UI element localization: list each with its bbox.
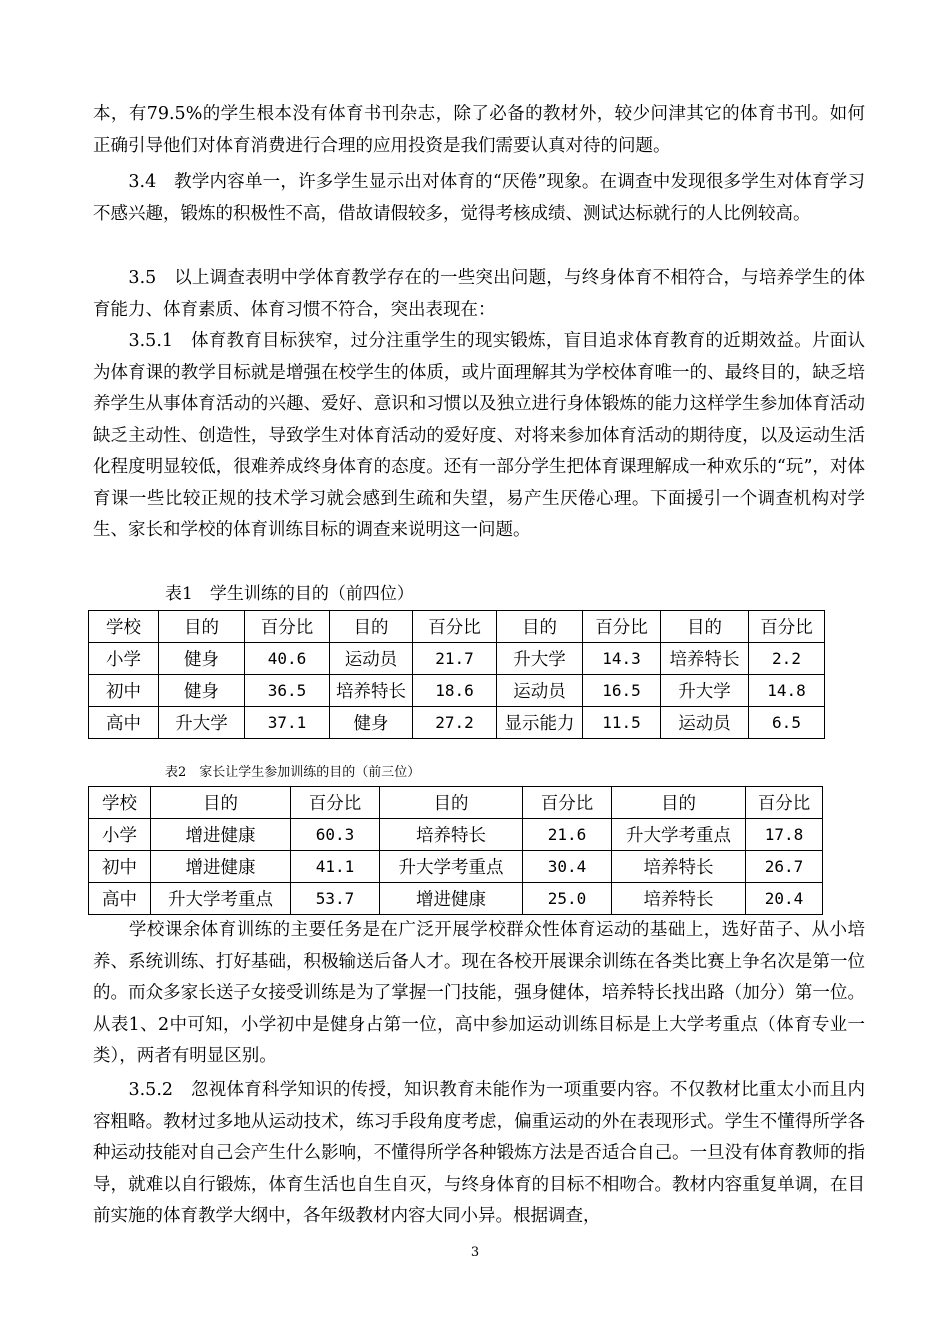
table2-cell: 60.3	[291, 819, 380, 851]
table2-row	[89, 883, 823, 915]
table1-cell: 40.6	[245, 643, 330, 675]
table2-cell: 增进健康	[151, 851, 291, 883]
table2-header-cell: 目的	[151, 787, 291, 819]
table1-header-cell: 学校	[89, 611, 159, 643]
table2-cell: 高中	[89, 883, 151, 915]
table1-caption: 表1 学生训练的目的（前四位）	[165, 584, 414, 604]
paragraph-3-5-2: 3.5.2 忽视体育科学知识的传授，知识教育未能作为一项重要内容。不仅教材比重太小而且内容粗略。教材过多地从运动技术，练习手段角度考虑，偏重运动的外在表现形式。学生不懂得所学各种运动技能对自己会产生什么影响，不懂得所学各种锻炼方法是否适合自己。一旦没有体育教师的指导，就难以自行锻炼，体育生活也自生自灭，与终身体育的目标不相吻合。教材内容重复单调，在目前实施的体育教学大纲中，各年级教材内容大同小异。根据调查，	[93, 1080, 865, 1226]
table2-cell: 增进健康	[151, 819, 291, 851]
table1-cell: 18.6	[413, 675, 497, 707]
table2	[88, 786, 823, 915]
table1-cell: 2.2	[749, 643, 825, 675]
table1-cell: 升大学	[497, 643, 583, 675]
table1-cell: 健身	[159, 675, 245, 707]
table2-row	[89, 819, 823, 851]
table2-cell: 培养特长	[612, 851, 746, 883]
table2-cell: 53.7	[291, 883, 380, 915]
table1-cell: 14.8	[749, 675, 825, 707]
table1-cell: 27.2	[413, 707, 497, 739]
table2-header-cell: 目的	[380, 787, 523, 819]
table1-cell: 16.5	[583, 675, 661, 707]
table1-cell: 培养特长	[661, 643, 749, 675]
paragraph-3-5-1: 3.5.1 体育教育目标狭窄，过分注重学生的现实锻炼，盲目追求体育教育的近期效益。片面认为体育课的教学目标就是增强在校学生的体质，或片面理解其为学校体育唯一的、最终目的，缺乏培养学生从事体育活动的兴趣、爱好、意识和习惯以及独立进行身体锻炼的能力这样学生参加体育活动缺乏主动性、创造性，导致学生对体育活动的爱好度、对将来参加体育活动的期待度，以及运动生活化程度明显较低，很难养成终身体育的态度。还有一部分学生把体育课理解成一种欢乐的“玩”，对体育课一些比较正规的技术学习就会感到生疏和失望，易产生厌倦心理。下面援引一个调查机构对学生、家长和学校的体育训练目标的调查来说明这一问题。	[93, 331, 865, 540]
table2-header-cell: 百分比	[291, 787, 380, 819]
table1-header-cell: 目的	[330, 611, 413, 643]
table1-cell: 健身	[330, 707, 413, 739]
paragraph-1: 本，有79.5%的学生根本没有体育书刊杂志，除了必备的教材外，较少问津其它的体育书刊。如何正确引导他们对体育消费进行合理的应用投资是我们需要认真对待的问题。	[93, 104, 865, 156]
table1-header-cell: 百分比	[413, 611, 497, 643]
paragraph-3-4: 3.4 教学内容单一，许多学生显示出对体育的“厌倦”现象。在调查中发现很多学生对体育学习不感兴趣，锻炼的积极性不高，借故请假较多，觉得考核成绩、测试达标就行的人比例较高。	[93, 172, 865, 224]
table2-cell: 17.8	[746, 819, 823, 851]
table2-cell: 增进健康	[380, 883, 523, 915]
table1-row	[89, 707, 825, 739]
table2-cell: 初中	[89, 851, 151, 883]
table2-row	[89, 851, 823, 883]
table1-cell: 36.5	[245, 675, 330, 707]
table2-cell: 培养特长	[612, 883, 746, 915]
paragraph-3-5: 3.5 以上调查表明中学体育教学存在的一些突出问题，与终身体育不相符合，与培养学生的体育能力、体育素质、体育习惯不符合，突出表现在：	[93, 268, 865, 320]
table1-cell: 高中	[89, 707, 159, 739]
table2-cell: 升大学考重点	[151, 883, 291, 915]
table2-cell: 21.6	[523, 819, 612, 851]
table1-cell: 运动员	[497, 675, 583, 707]
table2-cell: 升大学考重点	[380, 851, 523, 883]
table2-cell: 30.4	[523, 851, 612, 883]
paragraph-training: 学校课余体育训练的主要任务是在广泛开展学校群众性体育运动的基础上，选好苗子、从小培养、系统训练、打好基础，积极输送后备人才。现在各校开展课余训练在各类比赛上争名次是第一位的。而众多家长送子女接受训练是为了掌握一门技能，强身健体，培养特长找出路（加分）第一位。从表1、2中可知，小学初中是健身占第一位，高中参加运动训练目标是上大学考重点（体育专业一类），两者有明显区别。	[93, 920, 865, 1066]
table1-cell: 21.7	[413, 643, 497, 675]
table1	[88, 610, 825, 739]
table1-cell: 14.3	[583, 643, 661, 675]
table1-header-cell: 百分比	[245, 611, 330, 643]
table1-cell: 小学	[89, 643, 159, 675]
table1-header-cell: 目的	[661, 611, 749, 643]
table2-cell: 小学	[89, 819, 151, 851]
table1-cell: 健身	[159, 643, 245, 675]
table2-header-cell: 百分比	[746, 787, 823, 819]
table2-header-cell: 目的	[612, 787, 746, 819]
table2-caption: 表2 家长让学生参加训练的目的（前三位）	[165, 765, 421, 780]
table1-cell: 37.1	[245, 707, 330, 739]
table1-cell: 显示能力	[497, 707, 583, 739]
table2-cell: 升大学考重点	[612, 819, 746, 851]
table1-cell: 升大学	[661, 675, 749, 707]
table2-cell: 41.1	[291, 851, 380, 883]
table1-cell: 初中	[89, 675, 159, 707]
table2-cell: 25.0	[523, 883, 612, 915]
table2-header-cell: 学校	[89, 787, 151, 819]
table1-cell: 升大学	[159, 707, 245, 739]
table1-row	[89, 675, 825, 707]
table1-header-cell: 目的	[159, 611, 245, 643]
table2-cell: 20.4	[746, 883, 823, 915]
table1-header-cell: 百分比	[749, 611, 825, 643]
table2-header-cell: 百分比	[523, 787, 612, 819]
table2-header-row	[89, 787, 823, 819]
table1-header-cell: 百分比	[583, 611, 661, 643]
table1-cell: 6.5	[749, 707, 825, 739]
table1-header-cell: 目的	[497, 611, 583, 643]
table1-cell: 运动员	[330, 643, 413, 675]
table1-row	[89, 643, 825, 675]
table1-header-row	[89, 611, 825, 643]
table1-cell: 运动员	[661, 707, 749, 739]
table1-cell: 11.5	[583, 707, 661, 739]
table1-cell: 培养特长	[330, 675, 413, 707]
page-number: 3	[470, 1245, 480, 1260]
table2-cell: 26.7	[746, 851, 823, 883]
table2-cell: 培养特长	[380, 819, 523, 851]
